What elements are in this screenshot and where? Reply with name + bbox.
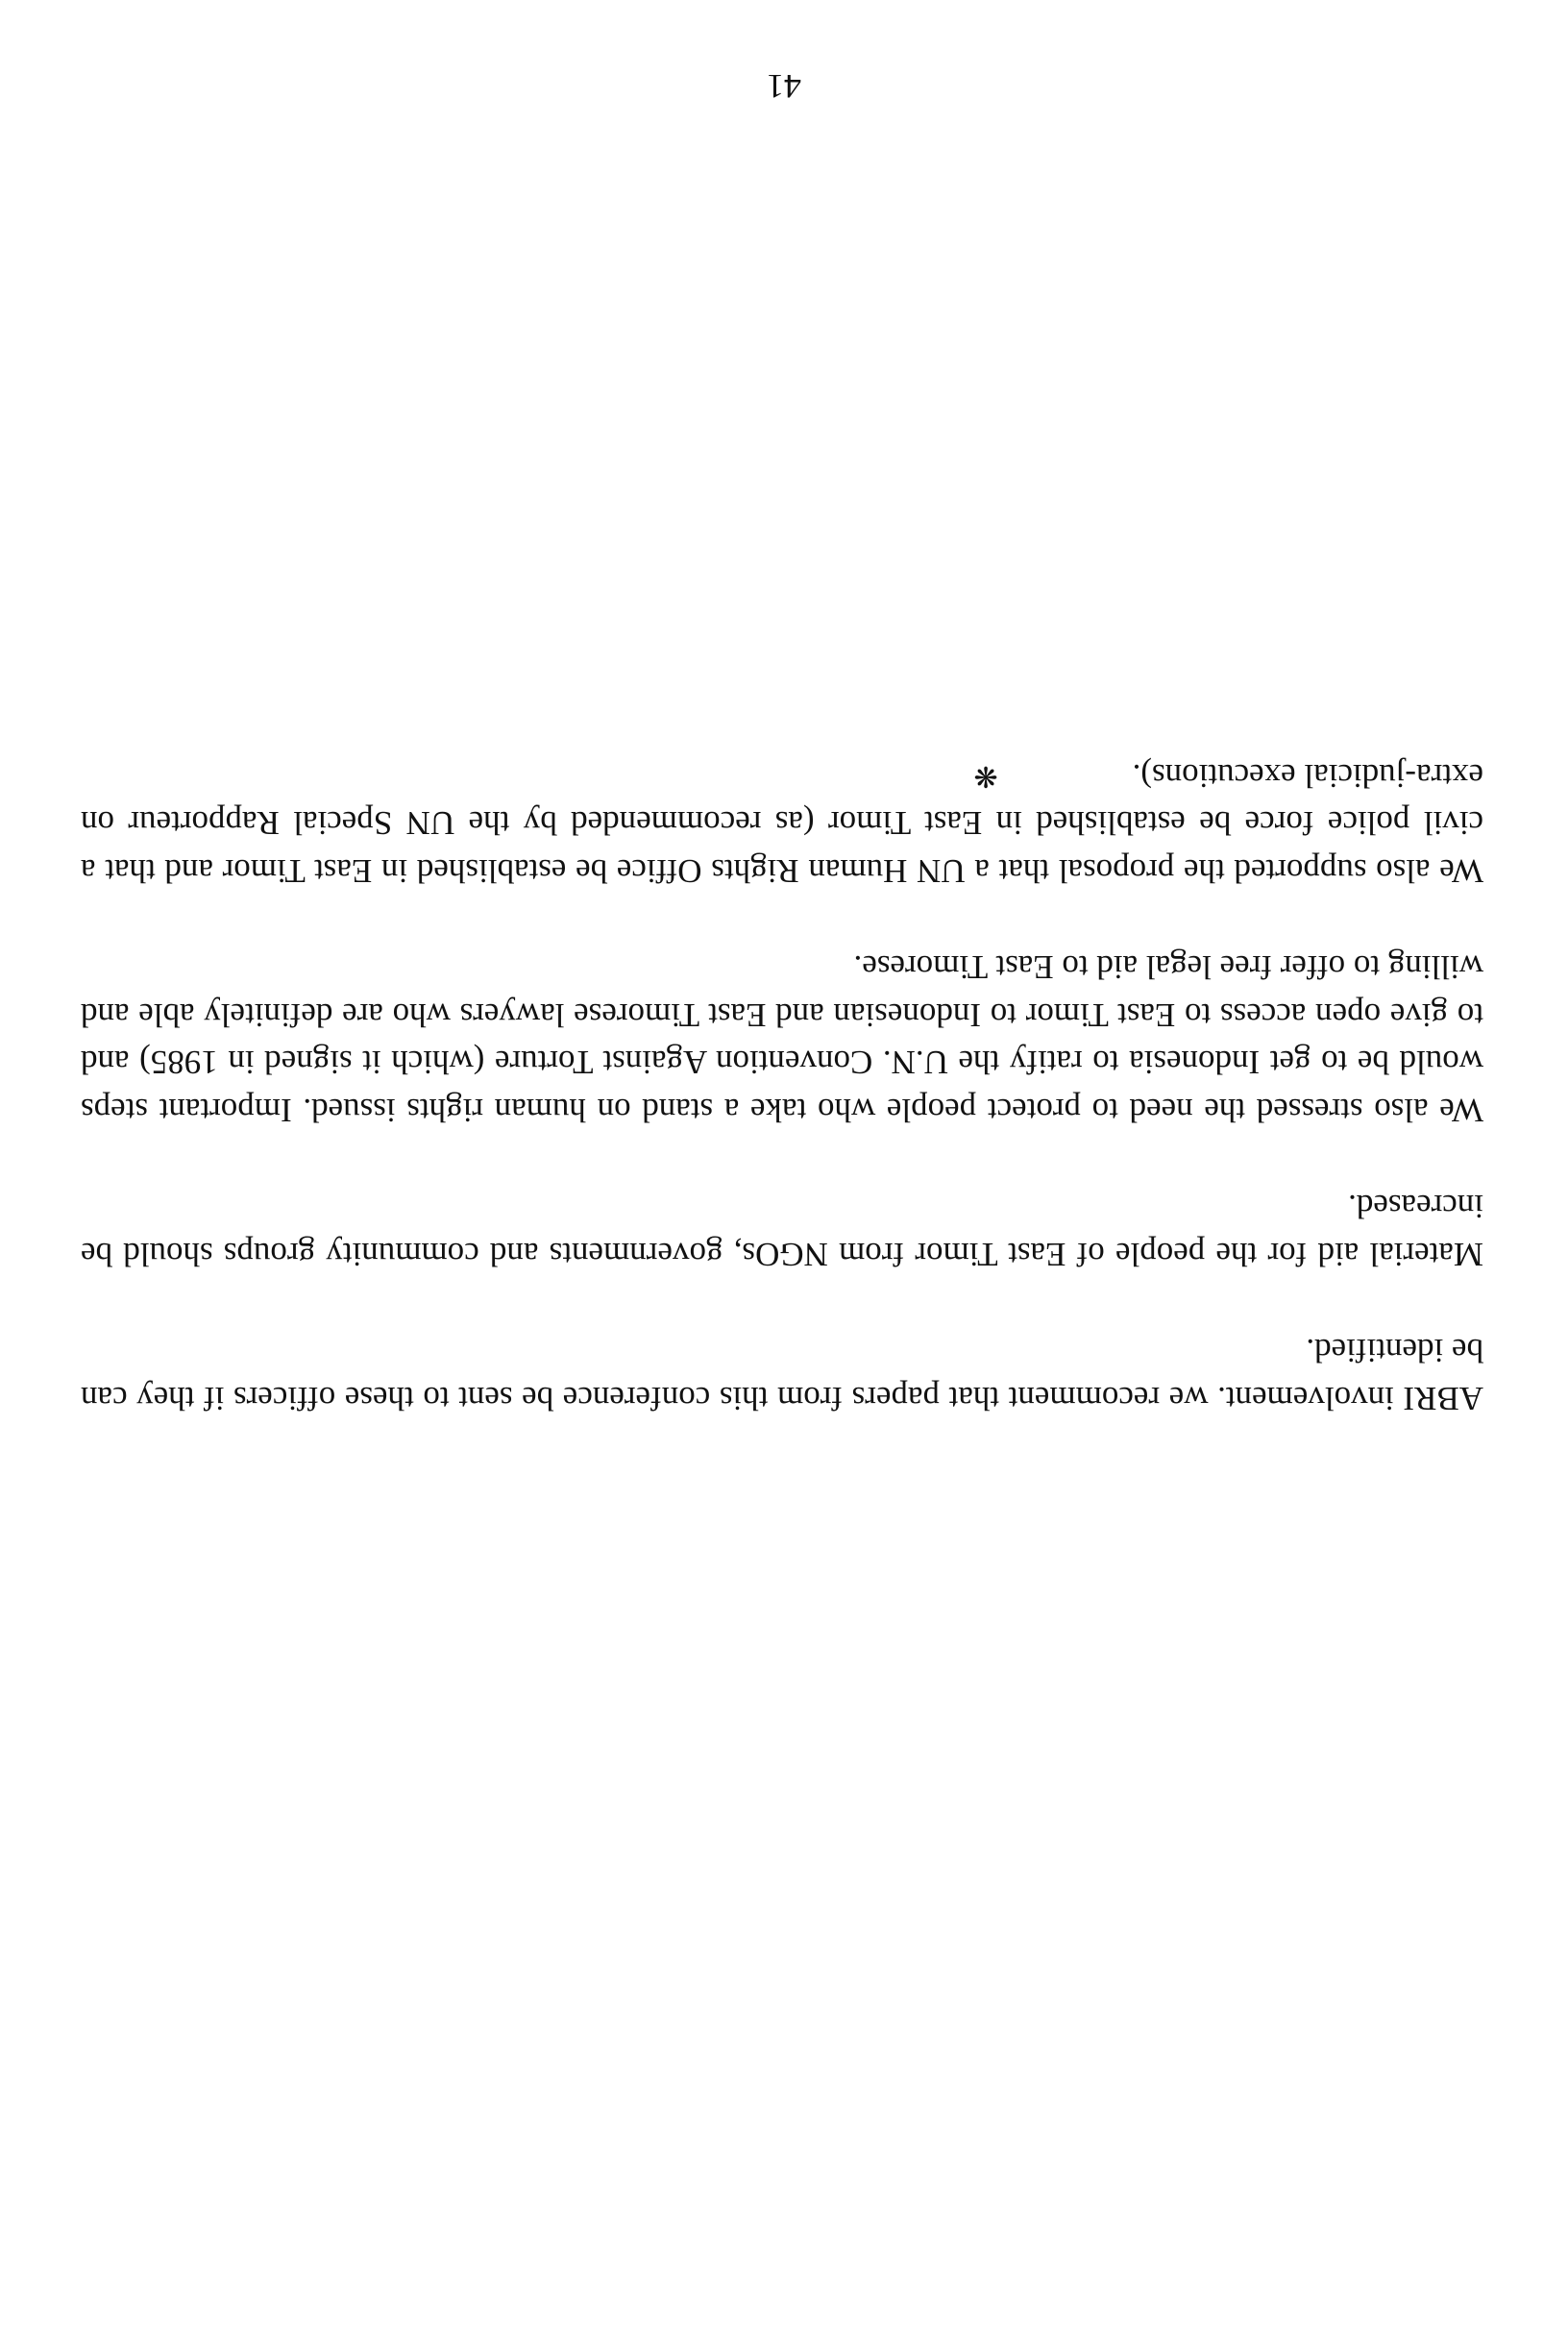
paragraph-abri-involvement: ABRI involvement. we recomment that papers from this conference be sent to these officers if they can be identified.: [81, 1332, 1483, 1417]
page-number: 41: [767, 67, 801, 106]
paragraph-un-office-text: We also supported the proposal that a UN Human Rights Office be established in East Timor and that a civil police force be established in East Timor (as recommended by the UN Special Rapporteur on extra-judicial executions).: [81, 757, 1483, 890]
paragraph-material-aid: Material aid for the people of East Timor from NGOs, governments and community groups should be increased.: [81, 1188, 1483, 1273]
paragraph-un-office: [81, 752, 1483, 896]
body-text: [81, 752, 1483, 1423]
paragraph-human-rights: We also stressed the need to protect people who take a stand on human rights issued. Important steps would be to get Indonesia to ratify the U.N. Convention Against Torture (which it signed in 1985) and to give open access to East Timor to Indonesian and East Timorese lawyers who are definitely able and willing to offer free legal aid to East Timorese.: [81, 948, 1483, 1129]
end-ornament-icon: ❋: [973, 760, 998, 792]
